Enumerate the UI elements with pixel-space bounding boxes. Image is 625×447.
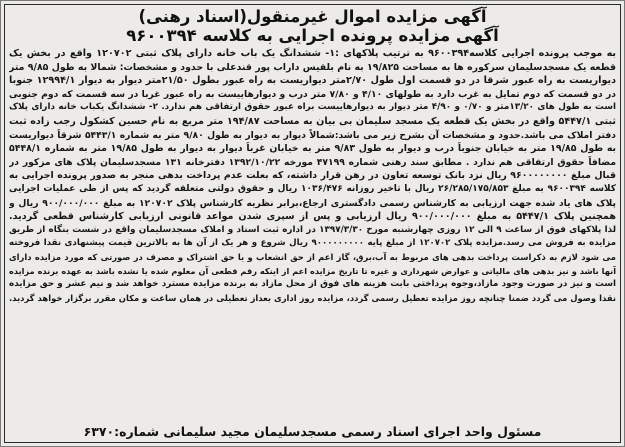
notice-body-line: در دو قسمت که دوم تمایل به غرب دارد به طولهای ۴/۱۰ و ۷/۸۰ متر درب و دیوارهاییست به راه عبور غربا در سه قسمت که دوم جنوبی	[9, 88, 616, 100]
notice-footer: مسئول واحد اجرای اسناد رسمی مسجدسلیمان مجید سلیمانی شماره:۶۳۷۰	[83, 424, 542, 439]
notice-body-line: قطعه یک مسجدسلیمان سرکوره ها به مساحت ۱۹/۸۲۵ به نام بلقیس داراب پور قندعلی با حدود و مشخصات: شمالا به طول ۹/۸۵ متر	[9, 61, 616, 73]
notice-body	[9, 47, 616, 305]
notice-body-line: پلاک های یاد شده جهت ارزیابی به کارشناس رسمی دادگستری ارجاع،برابر نظریه کارشناس پلاک ۱۲۰۷۰۲ به مبلغ ۹۰۰/۰۰۰/۰۰۰ ریال و	[9, 197, 616, 209]
notice-body-line: لذا پلاکهای فوق از ساعت ۹ الی ۱۲ روزی چهارشنبه مورخ ۱۳۹۷/۳/۳۰ در اداره ثبت اسناد و املاک مسجدسلیمان واقع در شست بنگاه از طریق	[9, 224, 616, 235]
notice-headings	[11, 7, 614, 45]
notice-title: آگهی مزایده اموال غیرمنقول(اسناد رهنی)	[138, 7, 487, 26]
notice-body-line: قبال مبلغ ۹۶۰۰۰۰۰۰۰۰ ریال نزد بانک توسعه تعاون در رهن قرار داشته، که بعلت عدم پرداخت بدهی منجر به صدور پرونده اجرایی به	[9, 170, 616, 182]
notice-body-line: به طول ۱۹/۸۵ متر به خیابان جنوباً درب و دیوار به طول ۹/۸۳ متر به خیابان غرباً دیوار به دیوار به طول ۱۹/۸۵ متر به شماره ۵۴۴۸/۱	[9, 143, 616, 155]
notice-body-line: آنها باشد و نیز بدهی های مالیاتی و عوارض شهرداری و غیره تا تاریخ مزایده اعم از اینکه رقم قطعی آن معلوم شده یا نشده باشد به عهده برنده مزایده	[9, 265, 616, 276]
notice-body-line: کلاسه ۹۶۰۰۳۹۴ به مبلغ ۲۶/۲۸۵/۱۷۵/۸۵۳ ریال با تاخیر روزانه ۱۰۳۶/۴۷۶ ریال و حقوق دولتی متعلقه گردید که پس از طی عملیات اجرایی	[9, 183, 616, 194]
notice-body-line: است و نیز در صورت وجود مازاد،وجوه پرداختی بابت هزینه های فوق از محل مازاد به برنده مزایده مسترد خواهد شد و نیم عشر و حق مزایده	[9, 279, 616, 290]
notice-body-line: همچنین پلاک ۵۴۴۷/۱ به مبلغ ۹۰۰/۰۰۰/۰۰۰ ریال ارزیابی و پس از سپری شدن مواعد قانونی ارزیابی کارشناس قطعی گردید.	[9, 211, 616, 223]
notice-body-line: نقدا وصول می گردد ضمنا چنانچه روز مزایده تعطیل رسمی گردد، مزایده روز اداری بعداز تعطیلی در همان ساعت و مکان مقرر برگزار خواهد گردید.	[9, 292, 616, 303]
notice-body-line: به موجب پرونده اجرایی کلاسه۹۶۰۰۳۹۴ به ترتیب پلاکهای :۱- ششدانگ یک باب خانه دارای پلاک ثبتی ۱۲۰۷۰۲ واقع در بخش یک	[9, 48, 616, 59]
notice-body-line: ثبتی ۵۴۴۷/۱ واقع در بخش یک قطعه یک مسجد سلیمان بی بیان به مساحت ۱۹۴/۸۷ متر مربع به نام حسین کشکول رجب زاده ثبت	[9, 115, 616, 127]
notice-body-line: مزایده به فروش می رسد.مزایده پلاک ۱۲۰۷۰۲ از مبلغ پایه ۹۰۰۰۰۰۰۰۰۰ ریال شروع و هر یک از آن ها به بالاترین قیمت پیشنهادی نقدا فروخته	[9, 238, 616, 249]
notice-body-line: مضافاً حقوق ارتفاقی هم ندارد . مطابق سند رهنی شماره ۴۷۱۹۹ مورخه ۱۳۹۲/۱۰/۲۲ دفترخانه ۱۳۱ مسجدسلیمان پلاک های مزکور در	[9, 156, 616, 168]
notice-body-line: است به طول های ۱۳/۲۰متر و ۰/۷۰ و ۴/۹۰ متر دیوار به دیوارهاییست براه عبور حقوق ارتفاقی هم ندارد. ۲- ششدانگ یکباب خانه دارای پلاک	[9, 102, 616, 113]
notice-body-line: دیواریست به راه عبور شرقا در دو قسمت اول طول ۲/۷۰متر دیواریست به راه عبور بطول ۲۱/۵۰متر دیوار به دیوار ۱۲۹۹۴/۱ جنوبا	[9, 75, 616, 87]
notice-body-line: دفتر املاک می باشد.حدود و مشخصات آن بشرح زیر می باشد:شمالاً دیوار به دیوار به طول ۹/۸۰ متر به شماره ۵۴۴۳/۱ شرقاً دیواریست	[9, 129, 616, 141]
notice-body-line: می شود لازم به ذکراست پرداخت بدهی های مربوط به آب،برق، گاز اعم از حق انشعاب و یا حق اشتراک و مصرف در صورتی که مورد مزایده دارای	[9, 251, 616, 262]
notice-subtitle: آگهی مزایده پرونده اجرایی به کلاسه ۹۶۰۰۳۹۴	[126, 26, 499, 45]
